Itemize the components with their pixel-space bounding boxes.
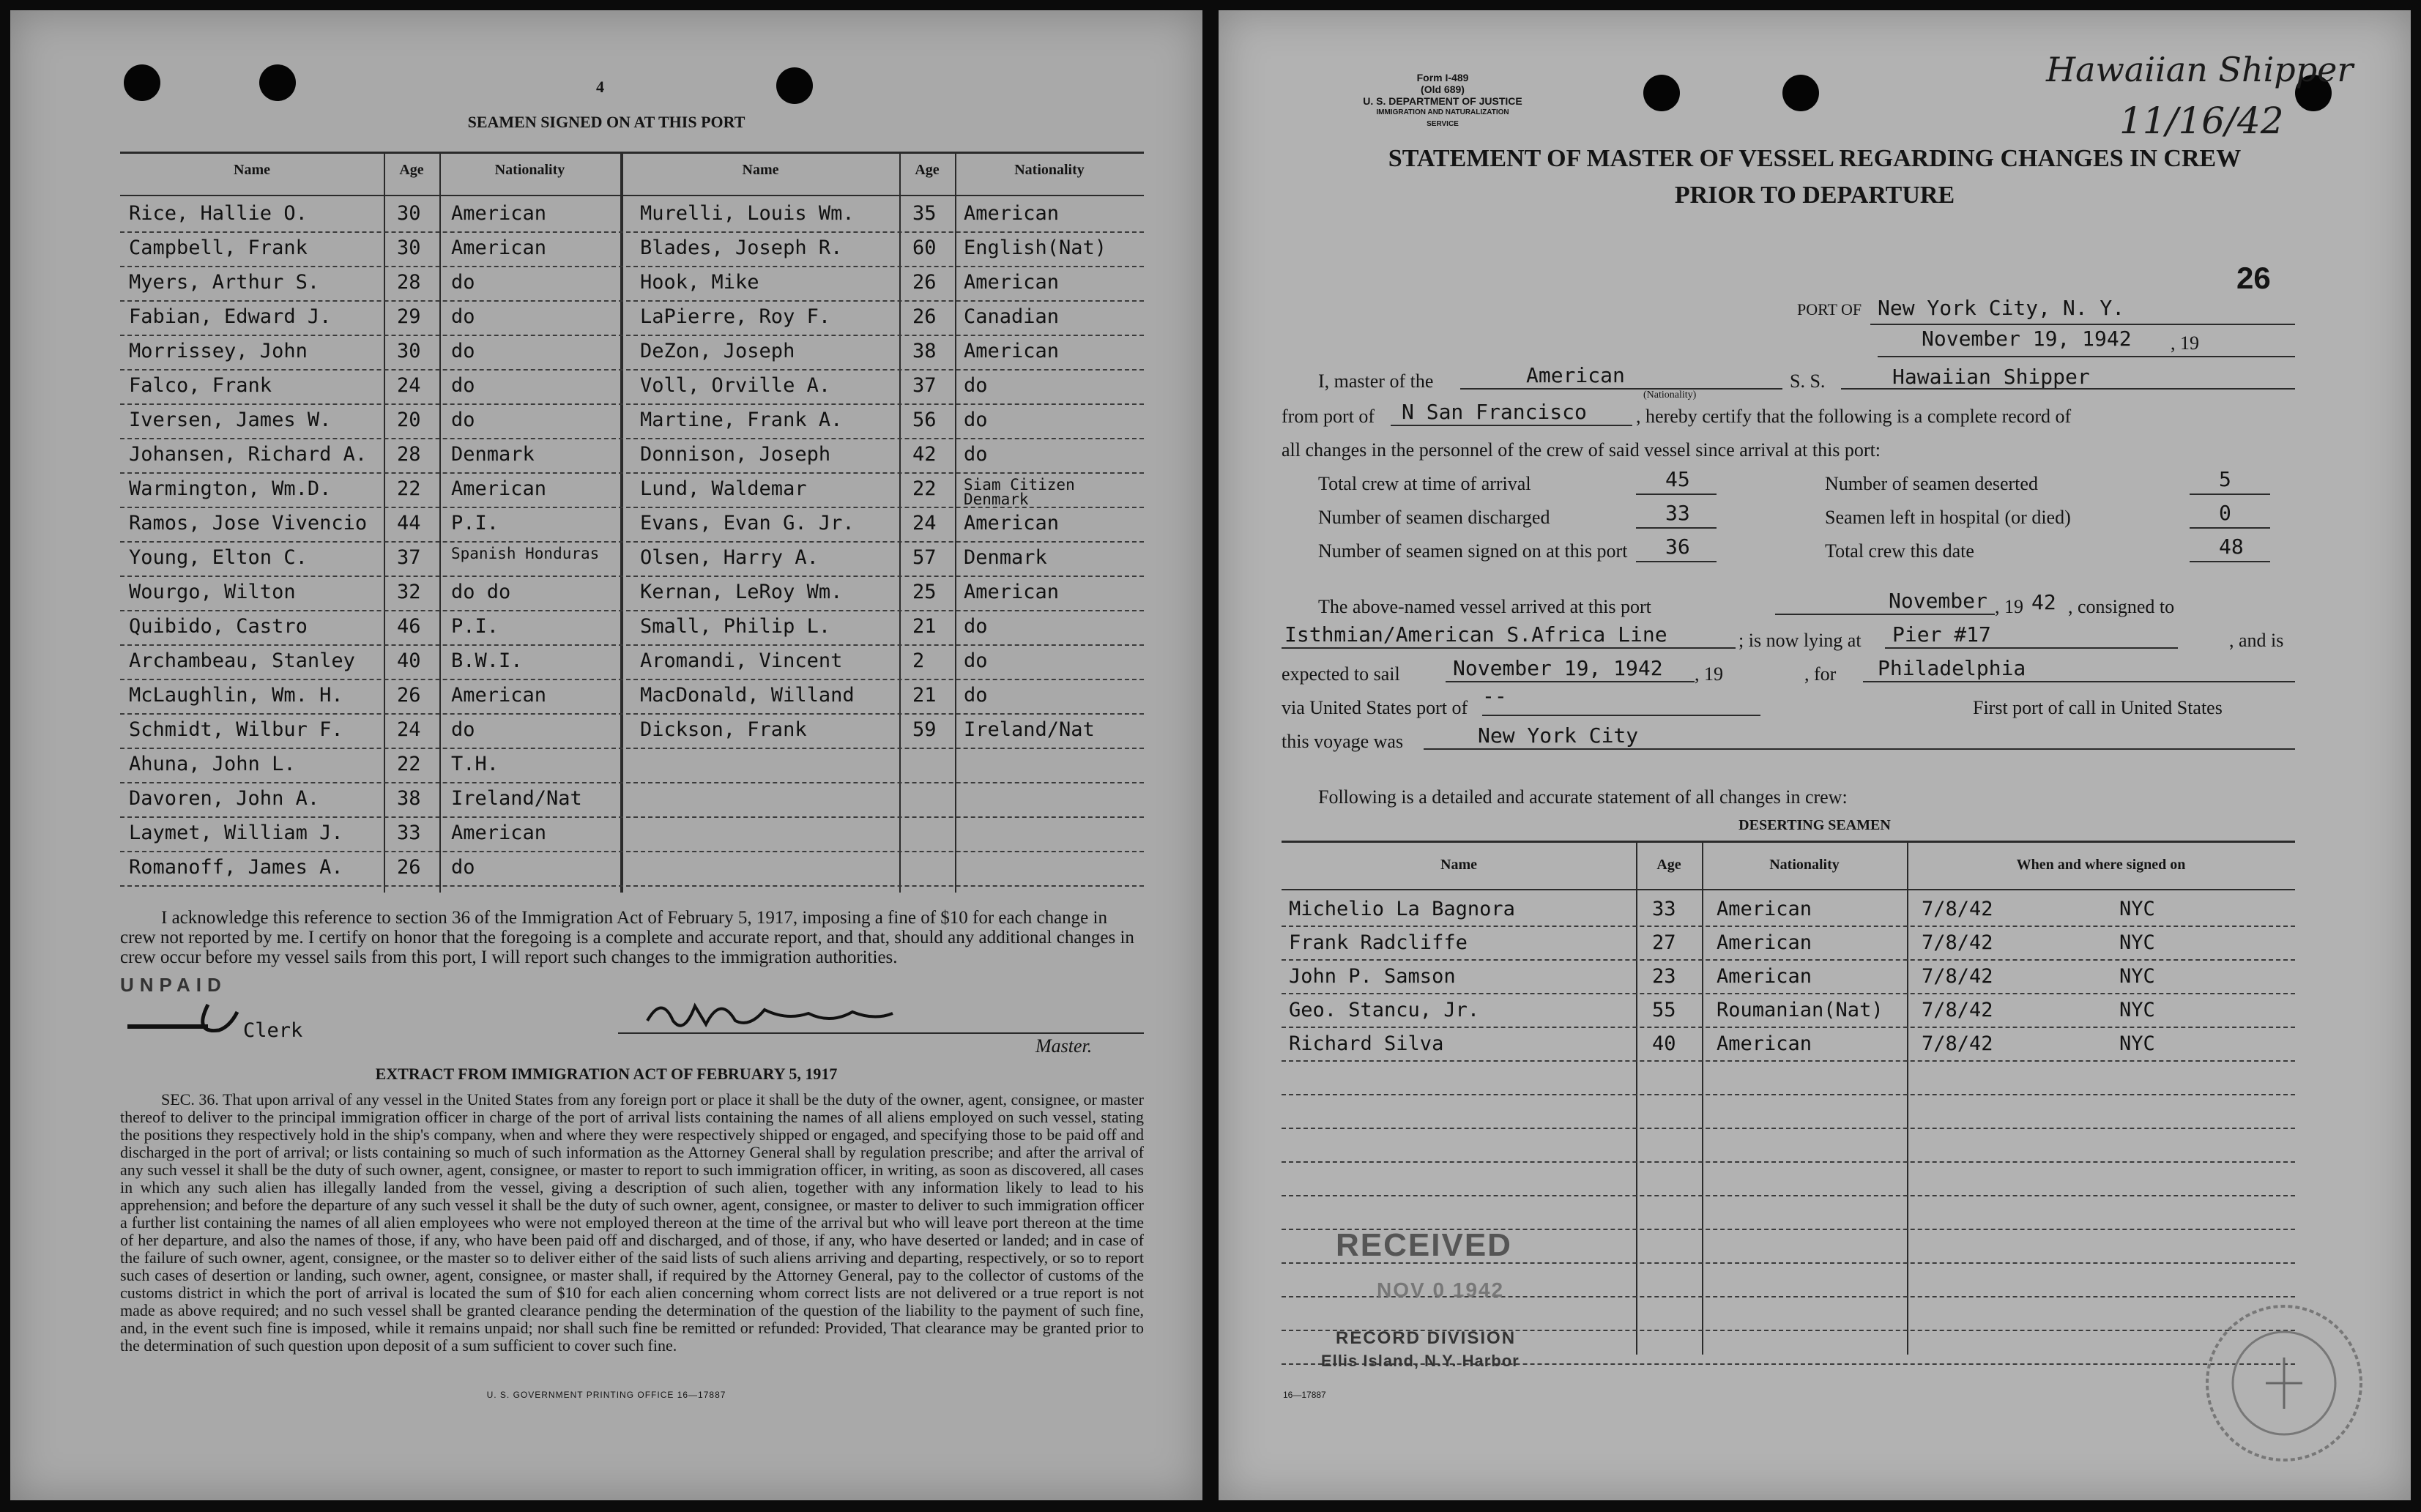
via-label: via United States port of <box>1282 697 1468 718</box>
port-of-label: PORT OF <box>1797 300 1862 319</box>
seaman-age: 35 <box>912 202 937 225</box>
seaman-name: Laymet, William J. <box>129 822 343 844</box>
deserter-signed-date: 7/8/42 <box>1922 1032 1993 1055</box>
seaman-nationality: American <box>451 684 547 707</box>
form-old: (Old 689) <box>1421 83 1465 95</box>
record-division-stamp: RECORD DIVISION <box>1336 1328 1517 1348</box>
seaman-nationality: do do <box>451 581 511 603</box>
seaman-name: DeZon, Joseph <box>640 340 795 362</box>
port-of-value: New York City, N. Y. <box>1878 296 2125 320</box>
master-signature <box>640 991 904 1035</box>
seaman-nationality: Ireland/Nat <box>451 787 582 810</box>
row-divider <box>120 300 1144 302</box>
seaman-age: 28 <box>397 443 421 466</box>
seaman-age: 46 <box>397 615 421 638</box>
seaman-age: 26 <box>397 684 421 707</box>
seaman-nationality: Denmark <box>964 546 1047 569</box>
seaman-name: Fabian, Edward J. <box>129 305 332 328</box>
seaman-name: Kernan, LeRoy Wm. <box>640 581 843 603</box>
seaman-name: Dickson, Frank <box>640 718 807 741</box>
seaman-nationality: American <box>964 340 1060 362</box>
deserter-age: 27 <box>1652 931 1676 954</box>
row-divider <box>120 816 1144 818</box>
left-footer: U. S. GOVERNMENT PRINTING OFFICE 16—17887 <box>486 1390 726 1400</box>
arrived-year: 42 <box>2031 590 2056 614</box>
arrived-label: The above-named vessel arrived at this port <box>1318 596 1651 617</box>
year-prefix: , 19 <box>1695 663 1723 685</box>
lying-value: Pier #17 <box>1892 622 1991 647</box>
seaman-nationality: do <box>964 409 988 431</box>
lying-label: ; is now lying at <box>1738 630 1862 651</box>
seaman-name: Warmington, Wm.D. <box>129 477 332 500</box>
row-divider <box>120 748 1144 749</box>
seaman-nationality: American <box>964 581 1060 603</box>
punch-hole <box>776 67 813 104</box>
deserter-nationality: Roumanian(Nat) <box>1717 999 1883 1021</box>
page-title: SEAMEN SIGNED ON AT THIS PORT <box>467 113 745 131</box>
seaman-name: Quibido, Castro <box>129 615 308 638</box>
row-divider <box>120 541 1144 543</box>
row-divider <box>1282 1161 2295 1163</box>
seaman-nationality: Canadian <box>964 305 1060 328</box>
acknowledgement-text: I acknowledge this reference to section 36 of the Immigration Act of February 5, 1917, imposing a fine of $10 for each change in crew not reported by me. I certify on honor that the foregoing is a complete and accurate report, and that, should any additional changes in crew occur before my vessel sails from this port, I will report such changes to the immigration authorities. <box>120 908 1134 967</box>
ss-label: S. S. <box>1790 370 1826 392</box>
seaman-nationality: do <box>451 340 475 362</box>
received-stamp-date: NOV 0 1942 <box>1377 1278 1505 1301</box>
seaman-age: 44 <box>397 512 421 535</box>
form-title-line2: PRIOR TO DEPARTURE <box>1674 182 1955 209</box>
seaman-nationality: do <box>451 305 475 328</box>
seaman-age: 32 <box>397 581 421 603</box>
seaman-nationality: Siam Citizen Denmark <box>964 476 1075 508</box>
deserter-nationality: American <box>1717 898 1812 920</box>
seaman-name: Martine, Frank A. <box>640 409 843 431</box>
col-age: Age <box>915 162 940 178</box>
seaman-name: Olsen, Harry A. <box>640 546 819 569</box>
row-divider <box>1282 1195 2295 1196</box>
clerk-initials <box>120 990 259 1041</box>
expected-value: November 19, 1942 <box>1453 656 1663 680</box>
first-port-label: First port of call in United States <box>1973 697 2223 718</box>
service: IMMIGRATION AND NATURALIZATION SERVICE <box>1376 108 1509 128</box>
seaman-nationality: P.I. <box>451 512 499 535</box>
seaman-name: Schmidt, Wilbur F. <box>129 718 343 741</box>
consigned-label: , consigned to <box>2068 596 2175 617</box>
seaman-nationality: do <box>964 374 988 397</box>
right-page <box>1219 10 2411 1500</box>
col-name: Name <box>742 162 779 178</box>
col-nationality: Nationality <box>1769 857 1840 873</box>
seaman-nationality: American <box>451 822 547 844</box>
deserter-name: Frank Radcliffe <box>1289 931 1468 954</box>
seaman-nationality: American <box>451 202 547 225</box>
seaman-age: 42 <box>912 443 937 466</box>
row-divider <box>1282 1060 2295 1062</box>
seaman-age: 57 <box>912 546 937 569</box>
for-label: , for <box>1804 663 1837 685</box>
seaman-age: 24 <box>912 512 937 535</box>
received-stamp: RECEIVED <box>1336 1227 1512 1263</box>
stat-value: 36 <box>1665 535 1690 559</box>
row-divider <box>1282 926 2295 927</box>
row-divider <box>120 644 1144 646</box>
seaman-age: 60 <box>912 237 937 259</box>
seaman-age: 2 <box>912 649 925 672</box>
seaman-age: 26 <box>912 305 937 328</box>
form-header <box>1362 72 1523 130</box>
seaman-name: Voll, Orville A. <box>640 374 831 397</box>
seaman-age: 21 <box>912 615 937 638</box>
row-divider <box>1282 1128 2295 1129</box>
stat-label: Number of seamen discharged <box>1318 507 1550 528</box>
seaman-nationality: do <box>964 649 988 672</box>
seaman-name: Davoren, John A. <box>129 787 320 810</box>
voyage-label: this voyage was <box>1282 731 1404 752</box>
deserter-name: Michelio La Bagnora <box>1289 898 1515 920</box>
department: U. S. DEPARTMENT OF JUSTICE <box>1363 95 1522 107</box>
seaman-nationality: Spanish Honduras <box>451 545 600 562</box>
seaman-name: Young, Elton C. <box>129 546 308 569</box>
row-divider <box>1282 959 2295 961</box>
seaman-name: Johansen, Richard A. <box>129 443 368 466</box>
seaman-nationality: American <box>451 477 547 500</box>
col-name: Name <box>234 162 270 178</box>
via-value: -- <box>1482 684 1507 708</box>
seaman-age: 22 <box>397 753 421 775</box>
row-divider <box>120 885 1144 887</box>
seaman-name: Falco, Frank <box>129 374 272 397</box>
row-divider <box>120 472 1144 474</box>
seaman-name: Small, Philip L. <box>640 615 831 638</box>
seaman-age: 21 <box>912 684 937 707</box>
seaman-age: 38 <box>397 787 421 810</box>
vessel-name: Hawaiian Shipper <box>1892 365 2090 389</box>
punch-hole <box>1782 75 1819 111</box>
seaman-age: 40 <box>397 649 421 672</box>
deserter-nationality: American <box>1717 965 1812 988</box>
seaman-name: Lund, Waldemar <box>640 477 807 500</box>
seaman-name: Romanoff, James A. <box>129 856 343 879</box>
seaman-nationality: Denmark <box>451 443 535 466</box>
deserter-age: 40 <box>1652 1032 1676 1055</box>
stat-value: 33 <box>1665 501 1690 525</box>
seaman-age: 56 <box>912 409 937 431</box>
seaman-age: 26 <box>912 271 937 294</box>
deserter-nationality: American <box>1717 1032 1812 1055</box>
seaman-age: 29 <box>397 305 421 328</box>
row-divider <box>120 679 1144 680</box>
seaman-nationality: American <box>964 512 1060 535</box>
seaman-age: 28 <box>397 271 421 294</box>
seaman-age: 38 <box>912 340 937 362</box>
deserting-title: DESERTING SEAMEN <box>1738 817 1891 833</box>
col-age: Age <box>1656 857 1681 873</box>
stat-value: 0 <box>2219 501 2231 525</box>
seaman-name: Myers, Arthur S. <box>129 271 320 294</box>
seaman-age: 20 <box>397 409 421 431</box>
right-footer: 16—17887 <box>1283 1390 1326 1400</box>
expected-label: expected to sail <box>1282 663 1400 685</box>
deserter-age: 33 <box>1652 898 1676 920</box>
row-divider <box>120 610 1144 611</box>
seaman-name: Wourgo, Wilton <box>129 581 296 603</box>
row-divider <box>120 713 1144 715</box>
circular-seal-stamp <box>2200 1299 2368 1467</box>
master-label: Master. <box>1035 1035 1093 1057</box>
seaman-name: Donnison, Joseph <box>640 443 831 466</box>
seaman-name: Archambeau, Stanley <box>129 649 355 672</box>
nationality-value: American <box>1526 363 1625 387</box>
seaman-nationality: do <box>451 374 475 397</box>
deserter-name: Richard Silva <box>1289 1032 1444 1055</box>
deserter-name: Geo. Stancu, Jr. <box>1289 999 1480 1021</box>
seaman-name: Iversen, James W. <box>129 409 332 431</box>
seaman-age: 22 <box>912 477 937 500</box>
seaman-nationality: T.H. <box>451 753 499 775</box>
deserter-signed-date: 7/8/42 <box>1922 999 1993 1021</box>
sheet-number: 26 <box>2236 261 2271 295</box>
deserter-signed-place: NYC <box>2119 898 2155 920</box>
seaman-age: 59 <box>912 718 937 741</box>
seaman-nationality: American <box>964 271 1060 294</box>
seaman-name: Murelli, Louis Wm. <box>640 202 855 225</box>
ellis-island-stamp: Ellis Island, N.Y. Harbor <box>1321 1352 1520 1370</box>
arrived-month: November <box>1889 589 1987 613</box>
row-divider <box>120 403 1144 405</box>
stat-value: 45 <box>1665 467 1690 491</box>
seaman-nationality: do <box>451 718 475 741</box>
seaman-nationality: B.W.I. <box>451 649 523 672</box>
seaman-age: 24 <box>397 718 421 741</box>
seaman-name: Morrissey, John <box>129 340 308 362</box>
seaman-nationality: Ireland/Nat <box>964 718 1095 741</box>
clerk-label: Clerk <box>243 1019 303 1042</box>
seaman-nationality: do <box>964 443 988 466</box>
from-port-label: from port of <box>1282 406 1375 427</box>
seaman-nationality: P.I. <box>451 615 499 638</box>
seaman-age: 37 <box>397 546 421 569</box>
punch-hole <box>124 64 160 101</box>
seaman-nationality: American <box>451 237 547 259</box>
stat-value: 48 <box>2219 535 2244 559</box>
row-divider <box>120 335 1144 336</box>
seaman-age: 22 <box>397 477 421 500</box>
form-number: Form I-489 <box>1416 72 1469 83</box>
certify-text: , hereby certify that the following is a complete record of <box>1636 406 2072 427</box>
stat-value: 5 <box>2219 467 2231 491</box>
seaman-age: 30 <box>397 237 421 259</box>
row-divider <box>120 782 1144 783</box>
seaman-age: 30 <box>397 202 421 225</box>
unpaid-stamp: UNPAID <box>120 974 227 996</box>
row-divider <box>120 266 1144 267</box>
deserter-age: 55 <box>1652 999 1676 1021</box>
deserter-nationality: American <box>1717 931 1812 954</box>
deserter-age: 23 <box>1652 965 1676 988</box>
seaman-name: Ahuna, John L. <box>129 753 296 775</box>
form-title-line1: STATEMENT OF MASTER OF VESSEL REGARDING CHANGES IN CREW <box>1388 145 2242 172</box>
nationality-caption: (Nationality) <box>1643 390 1697 401</box>
voyage-value: New York City <box>1478 723 1639 748</box>
row-divider <box>120 576 1144 577</box>
deserter-signed-date: 7/8/42 <box>1922 931 1993 954</box>
seaman-age: 37 <box>912 374 937 397</box>
seaman-name: Evans, Evan G. Jr. <box>640 512 855 535</box>
col-age: Age <box>399 162 424 178</box>
seaman-nationality: do <box>451 409 475 431</box>
deserter-name: John P. Samson <box>1289 965 1456 988</box>
seaman-nationality: American <box>964 202 1060 225</box>
row-divider <box>120 369 1144 370</box>
seaman-name: Blades, Joseph R. <box>640 237 843 259</box>
deserter-signed-place: NYC <box>2119 931 2155 954</box>
seaman-name: Ramos, Jose Vivencio <box>129 512 368 535</box>
stat-label: Total crew at time of arrival <box>1318 473 1531 494</box>
row-divider <box>120 438 1144 439</box>
seaman-nationality: English(Nat) <box>964 237 1107 259</box>
seaman-name: LaPierre, Roy F. <box>640 305 831 328</box>
seaman-age: 24 <box>397 374 421 397</box>
extract-text: SEC. 36. That upon arrival of any vessel in the United States from any foreign port or place it shall be the duty of the owner, agent, consignee, or master thereof to deliver to the principal immigration officer in charge of the port of arrival lists containing the names of all aliens employed on such vessel, stating the positions they respectively hold in the ship's company, when and where they were respectively shipped or engaged, and specifying those to be paid off and discharged in the port of arrival; or lists containing so much of such information as the Attorney General shall by regulation prescribe; and after the arrival of any such vessel it shall be the duty of such owner, agent, consignee, or master to report to such immigration officer, in writing, as soon as discovered, all cases in which any such alien has illegally landed from the vessel, giving a description of such alien, together with any information likely to lead to his apprehension; and before the departure of any such vessel it shall be the duty of such owner, agent, consignee, or master to deliver to such immigration officer a further list containing the names of all alien employees who were not employed thereon at the time of the arrival but who will leave port thereon at the time of her departure, and also the names of those, if any, who have been paid off and discharged, and of those, if any, who have deserted or landed; and in case of the failure of such owner, agent, consignee, or the master so to deliver either of the said lists of such aliens arriving and departing, respectively, or so to report such cases of desertion or landing, such owner, agent, consignee, or master shall, if required by the Attorney General, pay to the collector of customs of the customs district in which the port of arrival is located the sum of $10 for each alien concerning whom correct lists are not delivered or a true report is not made as above required; and no such vessel shall be granted clearance pending the determination of the question of the liability to the payment of such fine, and, in the event such fine is imposed, while it remains unpaid; nor shall such fine be remitted or refunded: Provided, That clearance may be granted prior to the determination of such question upon deposit of a sum sufficient to cover such fine. <box>120 1090 1144 1355</box>
master-of-label: I, master of the <box>1318 370 1434 392</box>
col-nationality: Nationality <box>494 162 565 178</box>
seaman-nationality: do <box>451 271 475 294</box>
seaman-name: Rice, Hallie O. <box>129 202 308 225</box>
seaman-nationality: do <box>964 615 988 638</box>
seaman-nationality: do <box>964 684 988 707</box>
deserter-signed-place: NYC <box>2119 1032 2155 1055</box>
consignee: Isthmian/American S.Africa Line <box>1284 622 1667 647</box>
col-signed-on: When and where signed on <box>2016 857 2186 873</box>
stat-label: Total crew this date <box>1825 540 1974 562</box>
deserter-signed-date: 7/8/42 <box>1922 965 1993 988</box>
year-prefix: , 19 <box>1995 596 2023 617</box>
row-divider <box>120 851 1144 852</box>
handwritten-date: 11/16/42 <box>2119 100 2284 142</box>
deserter-signed-place: NYC <box>2119 999 2155 1021</box>
seaman-name: Campbell, Frank <box>129 237 308 259</box>
stat-label: Number of seamen deserted <box>1825 473 2038 494</box>
seaman-name: Aromandi, Vincent <box>640 649 843 672</box>
date-value: November 19, 1942 <box>1922 327 2132 351</box>
and-is-label: , and is <box>2229 630 2284 651</box>
for-value: Philadelphia <box>1878 656 2026 680</box>
seaman-name: McLaughlin, Wm. H. <box>129 684 343 707</box>
left-page <box>10 10 1202 1500</box>
handwritten-vessel-note: Hawaiian Shipper <box>2046 50 2354 89</box>
seaman-nationality: do <box>451 856 475 879</box>
seaman-age: 25 <box>912 581 937 603</box>
row-divider <box>120 231 1144 233</box>
seaman-name: Hook, Mike <box>640 271 759 294</box>
row-divider <box>1282 1094 2295 1095</box>
stat-label: Seamen left in hospital (or died) <box>1825 507 2071 528</box>
seaman-age: 26 <box>397 856 421 879</box>
date-suffix: , 19 <box>2171 332 2199 354</box>
row-divider <box>1282 1027 2295 1028</box>
punch-hole <box>259 64 296 101</box>
page-number: 4 <box>596 78 604 96</box>
punch-hole <box>1643 75 1680 111</box>
seaman-age: 30 <box>397 340 421 362</box>
deserter-signed-place: NYC <box>2119 965 2155 988</box>
following-text: Following is a detailed and accurate statement of all changes in crew: <box>1318 786 1848 808</box>
changes-text: all changes in the personnel of the crew of said vessel since arrival at this port: <box>1282 439 1881 461</box>
seaman-age: 33 <box>397 822 421 844</box>
row-divider <box>1282 993 2295 994</box>
extract-title: EXTRACT FROM IMMIGRATION ACT OF FEBRUARY 5, 1917 <box>375 1065 838 1083</box>
col-nationality: Nationality <box>1014 162 1085 178</box>
deserter-signed-date: 7/8/42 <box>1922 898 1993 920</box>
stat-label: Number of seamen signed on at this port <box>1318 540 1628 562</box>
seaman-name: MacDonald, Willand <box>640 684 855 707</box>
from-port-value: N San Francisco <box>1402 400 1587 424</box>
col-name: Name <box>1440 857 1477 873</box>
